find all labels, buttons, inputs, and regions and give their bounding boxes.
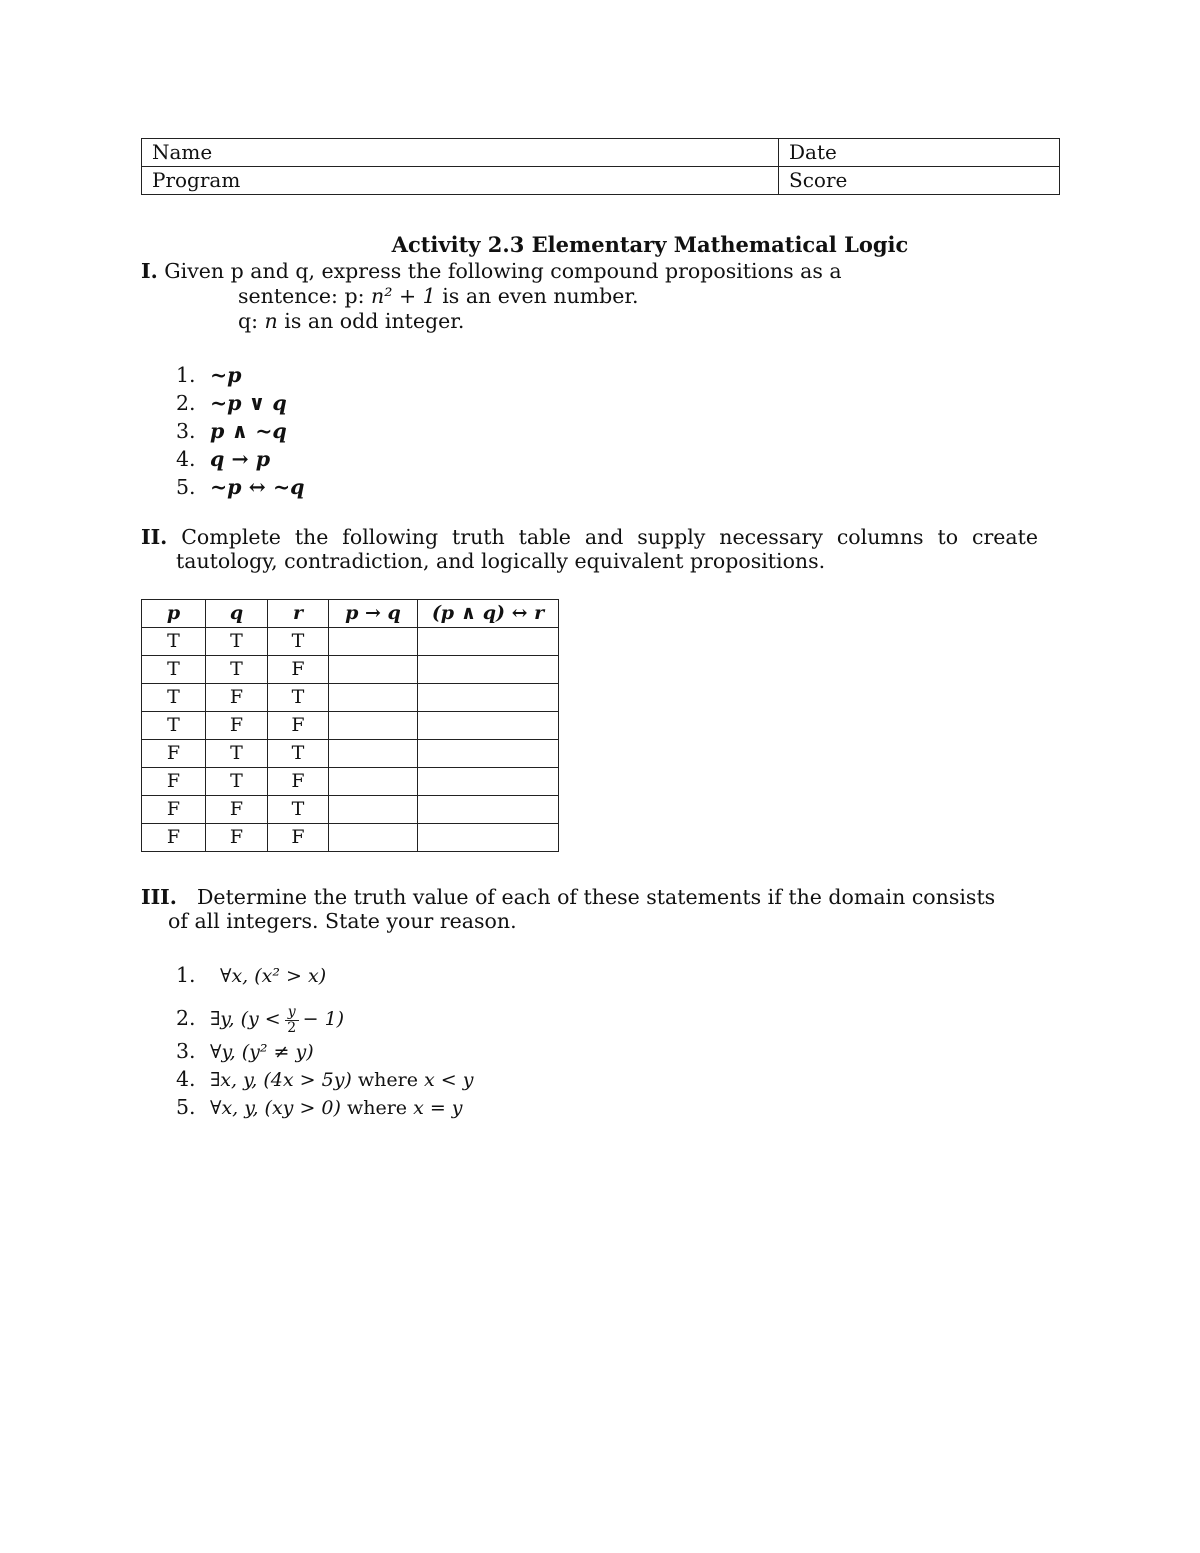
name-field[interactable] — [142, 139, 779, 167]
truth-table — [141, 599, 559, 852]
list-item: 5. ∀x, y, (xy > 0) where x = y — [176, 1094, 463, 1119]
cell-q: T — [206, 656, 268, 684]
cell-q: T — [206, 768, 268, 796]
compound-expr: ~p ∨ q — [210, 391, 287, 415]
cell-p: T — [142, 628, 206, 656]
proposition-p-suffix: is an even number. — [435, 284, 639, 308]
answer-cell[interactable] — [329, 796, 418, 824]
answer-cell[interactable] — [329, 824, 418, 852]
header-p-implies-q: p → q — [329, 600, 418, 628]
list-item: 1. ~p — [176, 363, 242, 387]
cell-p: F — [142, 768, 206, 796]
date-field[interactable] — [779, 139, 1060, 167]
answer-cell[interactable] — [418, 684, 559, 712]
where-keyword: where — [340, 1096, 414, 1119]
cell-r: T — [268, 740, 329, 768]
proposition-p-prefix: sentence: p: — [238, 284, 372, 308]
cell-q: F — [206, 796, 268, 824]
cell-r: F — [268, 768, 329, 796]
section-2-text-1: Complete the following truth table and supply necessary columns to create — [181, 525, 1038, 549]
compound-expr: ~p — [210, 363, 242, 387]
section-1-list — [176, 361, 304, 501]
where-keyword: where — [351, 1068, 424, 1091]
list-item: 5. ~p ↔ ~q — [176, 475, 305, 499]
quantified-statement: ∃x, y, (4x > 5y) — [210, 1068, 352, 1091]
cell-r: F — [268, 824, 329, 852]
quantified-statement-post: − 1) — [302, 1008, 345, 1030]
answer-cell[interactable] — [418, 656, 559, 684]
condition: x = y — [413, 1096, 463, 1119]
list-item: 3. ∀y, (y² ≠ y) — [176, 1038, 314, 1063]
score-field[interactable] — [779, 167, 1060, 195]
section-2-line1 — [141, 525, 1038, 550]
table-row — [142, 796, 559, 824]
proposition-q — [238, 309, 464, 334]
answer-cell[interactable] — [418, 824, 559, 852]
cell-q: T — [206, 740, 268, 768]
cell-p: T — [142, 684, 206, 712]
list-item: 2. ~p ∨ q — [176, 391, 287, 415]
name-label: Name — [152, 140, 213, 164]
fraction — [285, 1005, 299, 1036]
cell-r: T — [268, 684, 329, 712]
header-p-and-q-iff-r: (p ∧ q) ↔ r — [418, 600, 559, 628]
table-row — [142, 740, 559, 768]
answer-cell[interactable] — [418, 740, 559, 768]
list-item: 3. p ∧ ~q — [176, 419, 287, 443]
cell-p: F — [142, 824, 206, 852]
cell-r: F — [268, 656, 329, 684]
table-row — [142, 628, 559, 656]
program-field[interactable] — [142, 167, 779, 195]
cell-r: T — [268, 628, 329, 656]
list-item: 4. q → p — [176, 447, 271, 471]
quantified-statement: ∀x, (x² > x) — [220, 965, 327, 987]
section-3-line2: of all integers. State your reason. — [168, 909, 517, 933]
page-title: Activity 2.3 Elementary Mathematical Logic — [391, 232, 909, 257]
cell-q: F — [206, 712, 268, 740]
answer-cell[interactable] — [418, 712, 559, 740]
section-3-line1 — [141, 885, 995, 910]
cell-q: F — [206, 684, 268, 712]
cell-p: F — [142, 740, 206, 768]
cell-p: T — [142, 712, 206, 740]
table-row — [142, 824, 559, 852]
section-2-line2: tautology, contradiction, and logically equivalent propositions. — [176, 549, 826, 573]
date-label: Date — [789, 140, 837, 164]
answer-cell[interactable] — [418, 628, 559, 656]
proposition-q-prefix: q: — [238, 309, 265, 333]
section-2-numeral: II. — [141, 525, 168, 549]
student-info-table — [141, 138, 1060, 195]
proposition-q-suffix: is an odd integer. — [277, 309, 465, 333]
score-label: Score — [789, 168, 848, 192]
cell-q: F — [206, 824, 268, 852]
list-item: 1. ∀x, (x² > x) — [176, 963, 327, 987]
answer-cell[interactable] — [329, 740, 418, 768]
table-row — [142, 684, 559, 712]
quantified-statement-pre: ∃y, (y < — [210, 1008, 281, 1030]
fraction-denominator: 2 — [287, 1019, 297, 1036]
fraction-numerator: y — [285, 1005, 299, 1021]
compound-expr: p ∧ ~q — [210, 419, 287, 443]
quantified-statement: ∀y, (y² ≠ y) — [210, 1040, 314, 1063]
answer-cell[interactable] — [418, 768, 559, 796]
section-1-intro-text: Given p and q, express the following compound propositions as a — [164, 259, 842, 283]
proposition-q-expr: n — [264, 309, 278, 333]
section-1-intro — [141, 259, 842, 284]
cell-q: T — [206, 628, 268, 656]
header-p: p — [142, 600, 206, 628]
section-3-list — [176, 960, 473, 1123]
header-r: r — [268, 600, 329, 628]
answer-cell[interactable] — [329, 684, 418, 712]
list-item: 4. ∃x, y, (4x > 5y) where x < y — [176, 1066, 474, 1091]
proposition-p-expr: n² + 1 — [371, 284, 436, 308]
cell-r: F — [268, 712, 329, 740]
table-row — [142, 712, 559, 740]
compound-expr: ~p ↔ ~q — [210, 475, 305, 499]
compound-expr: q → p — [210, 447, 271, 471]
proposition-p — [238, 284, 638, 309]
section-1-numeral: I. — [141, 259, 158, 283]
answer-cell[interactable] — [329, 656, 418, 684]
quantified-statement: ∀x, y, (xy > 0) — [210, 1096, 341, 1119]
truth-table-header-row — [142, 600, 559, 628]
condition: x < y — [424, 1068, 474, 1091]
section-3-numeral: III. — [141, 885, 177, 909]
cell-p: T — [142, 656, 206, 684]
table-row — [142, 656, 559, 684]
cell-r: T — [268, 796, 329, 824]
section-3-text-1: Determine the truth value of each of these statements if the domain consists — [197, 885, 996, 909]
answer-cell[interactable] — [418, 796, 559, 824]
list-item: 2. ∃y, (y < $\frac{y}{2}$ − 1) — [176, 1003, 345, 1036]
cell-p: F — [142, 796, 206, 824]
header-q: q — [206, 600, 268, 628]
answer-cell[interactable] — [329, 768, 418, 796]
answer-cell[interactable] — [329, 628, 418, 656]
table-row — [142, 768, 559, 796]
program-label: Program — [152, 168, 241, 192]
answer-cell[interactable] — [329, 712, 418, 740]
